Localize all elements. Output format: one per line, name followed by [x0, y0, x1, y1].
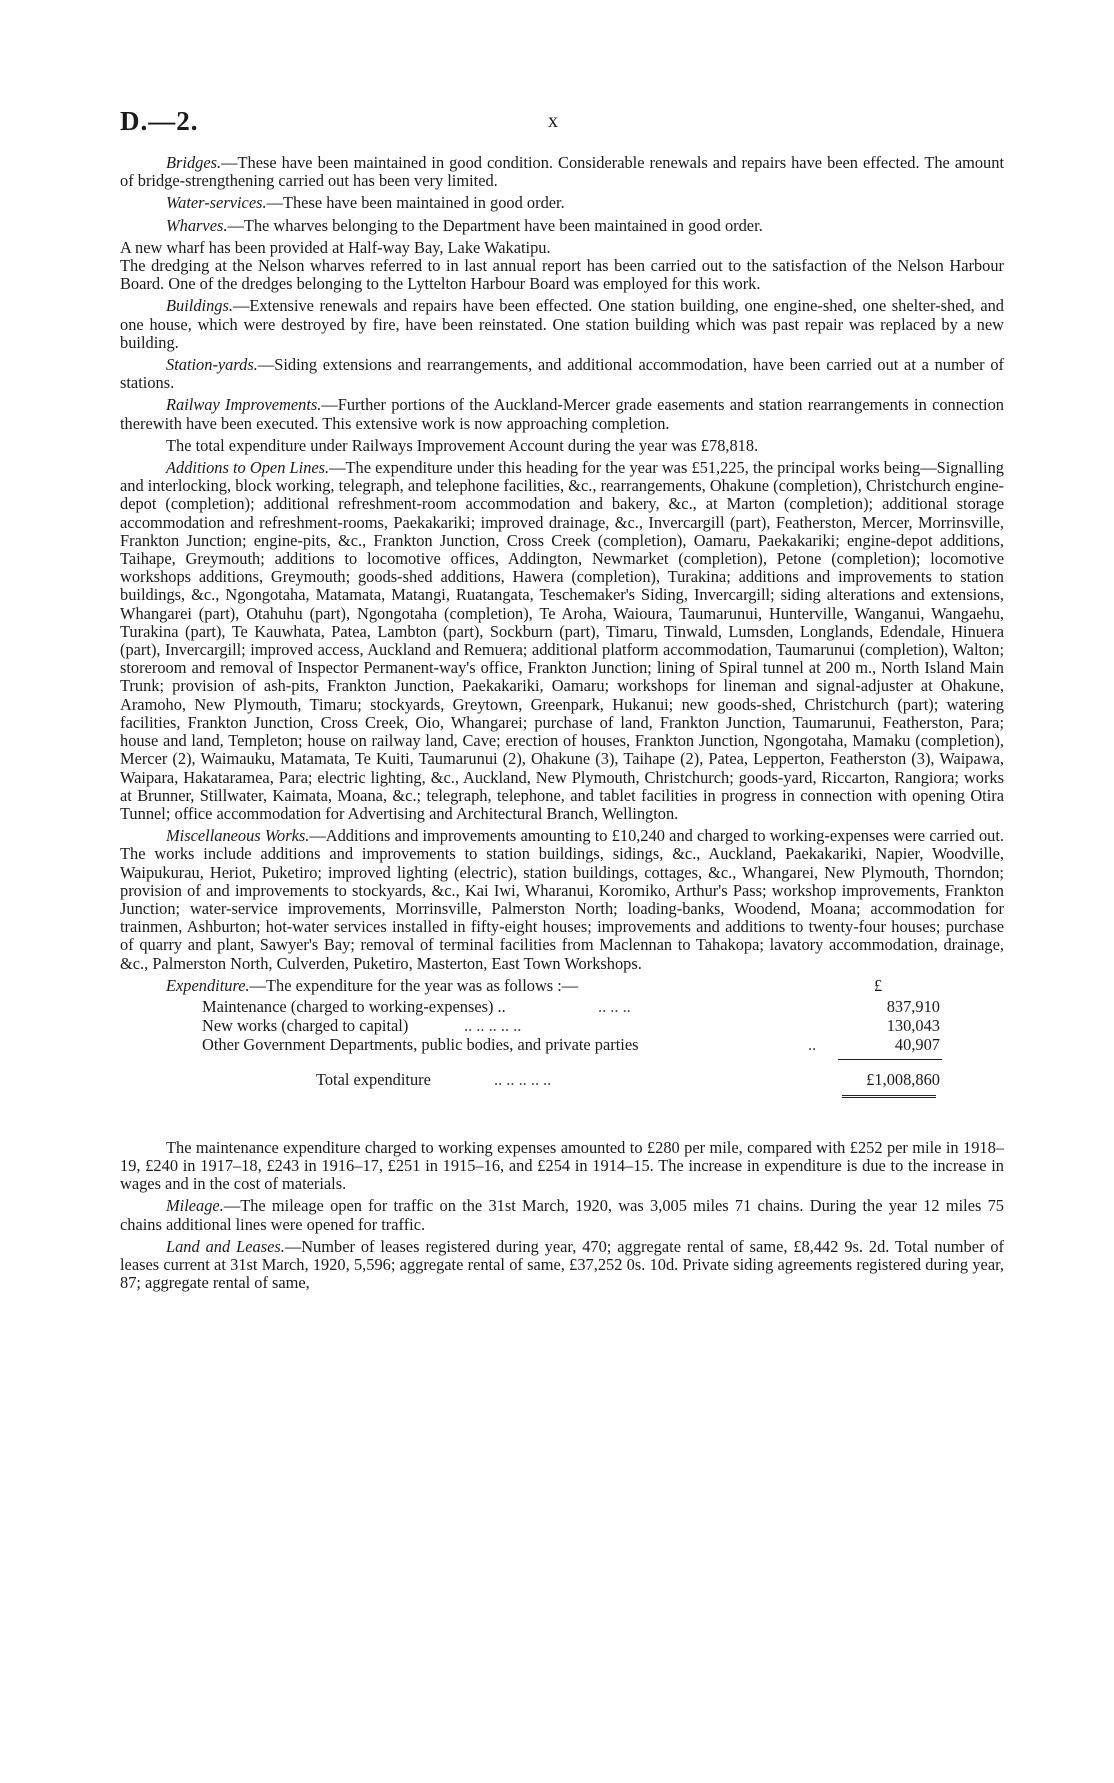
heading-additions: Additions to Open Lines.: [166, 458, 330, 478]
total-amount: £1,008,860: [866, 1069, 940, 1089]
paragraph-dredging: The dredging at the Nelson wharves referred to in last annual report has been carried out to the satisfaction of the Nelson Harbour Board. One of the dredges belonging to the Lyttelton Harbour Board was employed for this work.: [120, 256, 1004, 294]
paragraph-wharves: [120, 217, 1004, 235]
paragraph-miscellaneous: [120, 827, 1004, 973]
paragraph-station-yards: [120, 356, 1004, 392]
paragraph-additions: [120, 459, 1004, 823]
text-wharves: —The wharves belonging to the Department have been maintained in good order.: [227, 215, 763, 235]
expenditure-label: Maintenance (charged to working-expenses) ..: [202, 996, 506, 1016]
heading-railway-improvements: Railway Improvements.: [166, 395, 322, 415]
total-double-rule: [842, 1095, 936, 1098]
heading-station-yards: Station-yards.: [166, 355, 258, 375]
paragraph-water-services: [120, 194, 1004, 212]
expenditure-dots: .. .. ..: [598, 996, 631, 1016]
text-bridges: —These have been maintained in good condition. Considerable renewals and repairs have been effected. The amount of bridge-strengthening carried out has been very limited.: [120, 153, 1004, 191]
heading-wharves: Wharves.: [166, 215, 228, 235]
paragraph-railway-improvements: [120, 396, 1004, 432]
paragraph-total-improvement: The total expenditure under Railways Improvement Account during the year was £78,818.: [166, 435, 759, 455]
paragraph-new-wharf: A new wharf has been provided at Half-way Bay, Lake Wakatipu.: [120, 237, 551, 257]
heading-water-services: Water-services.: [166, 193, 267, 213]
heading-buildings: Buildings.: [166, 296, 233, 316]
expenditure-row: [202, 1017, 1004, 1037]
text-buildings: —Extensive renewals and repairs have been effected. One station building, one engine-shed, one shelter-shed, and one house, which were destroyed by fire, have been reinstated. One station building which was past repair was replaced by a new building.: [120, 296, 1004, 352]
subtotal-rule: [838, 1059, 942, 1060]
text-railway-improvements: —Further portions of the Auckland-Mercer grade easements and station rearrangements in connection therewith have been executed. This extensive work is now approaching completion.: [120, 395, 1004, 433]
expenditure-intro: [166, 977, 578, 995]
document-body: [120, 154, 1004, 1296]
text-additions: —The expenditure under this heading for the year was £51,225, the principal works being—Signalling and interlocking, block working, telegraph, and telephone facilities, &c., rearrangements, Ohakune (completion), Christchurch engine-depot (completion); additional refreshment-room accommodation and bakery, &c., at Marton (completion); additional storage accommodation and refreshment-rooms, Paekakariki; improved drainage, &c., Invercargill (part), Featherston, Mercer, Morrinsville, Frankton Junction; engine-pits, &c., Frankton Junction, Cross Creek (completion), Oamaru, Paekakariki; engine-depot additions, Taihape, Greymouth; additions to locomotive offices, Addington, Newmarket (completion), Petone (completion); locomotive workshops additions, Greymouth; goods-shed additions, Hawera (completion), Turakina; additions and improvements to station buildings, &c., Ngongotaha, Matamata, Matangi, Ruatangata, Teschemaker's Siding, Invercargill; siding alterations and extensions, Whangarei (part), Otahuhu (part), Ngongotaha (completion), Te Aroha, Waioura, Taumarunui, Hunterville, Wanganui, Wangaehu, Turakina (part), Te Kauwhata, Patea, Lambton (part), Sockburn (part), Timaru, Tinwald, Lumsden, Longlands, Edendale, Hinuera (part), Invercargill; improved access, Auckland and Remuera; additional platform accommodation, Taumarunui (completion), Walton; storeroom and removal of Inspector Permanent-way's office, Frankton Junction; lining of Spiral tunnel at 200 m., North Island Main Trunk; provision of ash-pits, Frankton Junction, Paekakariki, Oamaru; workshops for lineman and signal-adjuster at Ohakune, Aramoho, New Plymouth, Timaru; stockyards, Greytown, Greenpark, Hukanui; new goods-shed, Christchurch (part); watering facilities, Frankton Junction, Cross Creek, Oio, Whangarei; purchase of land, Frankton Junction, Taumarunui, Featherston, Para; house and land, Templeton; house on railway land, Cave; erection of houses, Frankton Junction, Ngongotaha, Mamaku (completion), Mercer (2), Waimauku, Matamata, Te Kuiti, Taumarunui (2), Ohakune (3), Taihape (2), Patea, Lepperton, Featherston (3), Waipawa, Waipara, Hakataramea, Para; electric lighting, &c., Auckland, New Plymouth, Christchurch; goods-yard, Riccarton, Rangiora; works at Brunner, Stillwater, Kaimata, Moana, &c.; telegraph, telephone, and tablet facilities in progress in connection with opening Otira Tunnel; office accommodation for Advertising and Architectural Branch, Wellington.: [120, 458, 1004, 823]
page-number: x: [548, 110, 558, 132]
expenditure-amount: 40,907: [894, 1034, 940, 1054]
document-reference: D.—2.: [120, 106, 199, 136]
expenditure-amount: 130,043: [886, 1015, 940, 1035]
text-expenditure-intro: —The expenditure for the year was as follows :—: [249, 975, 579, 995]
paragraph-maintenance-cost: The maintenance expenditure charged to working expenses amounted to £280 per mile, compared with £252 per mile in 1918–19, £240 in 1917–18, £243 in 1916–17, £251 in 1915–16, and £254 in 1914–15. The increase in expenditure is due to the increase in wages and in the cost of materials.: [120, 1137, 1004, 1194]
expenditure-row: [202, 998, 1004, 1018]
page-header: [0, 106, 1114, 136]
text-land-leases: —Number of leases registered during year, 470; aggregate rental of same, £8,442 9s. 2d. Total number of leases current at 31st March, 1920, 5,596; aggregate rental of same, £37,252 0s. 10d. Private siding agreements registered during year, 87; aggregate rental of same,: [120, 1236, 1004, 1293]
text-miscellaneous: —Additions and improvements amounting to £10,240 and charged to working-expenses were carried out. The works include additions and improvements to station buildings, sidings, &c., Auckland, Paekakariki, Napier, Woodville, Waipukurau, Heriot, Puketiro; improved lighting (electric), station buildings, cottages, &c., Whangarei, New Plymouth, Thorndon; provision of and improvements to stockyards, &c., Kai Iwi, Wharanui, Koromiko, Arthur's Pass; workshop improvements, Frankton Junction; water-service improvements, Morrinsville, Palmerston North; loading-banks, Woodend, Moana; accommodation for trainmen, Ashburton; hot-water services installed in fifty-eight houses; improvements and additions to twenty-four houses; purchase of quarry and plant, Sawyer's Bay; removal of terminal facilities from Maclennan to Tahakopa; lavatory accommodation, drainage, &c., Palmerston North, Culverden, Puketiro, Masterton, East Town Workshops.: [120, 826, 1004, 973]
heading-land-leases: Land and Leases.: [166, 1236, 285, 1256]
heading-bridges: Bridges.: [166, 153, 222, 172]
total-dots: .. .. .. .. ..: [494, 1069, 552, 1089]
currency-symbol: £: [874, 975, 883, 995]
heading-mileage: Mileage.: [166, 1196, 224, 1216]
text-station-yards: —Siding extensions and rearrangements, and additional accommodation, have been carried out at a number of stations.: [120, 355, 1004, 393]
heading-miscellaneous: Miscellaneous Works.: [166, 826, 310, 846]
paragraph-bridges: [120, 154, 1004, 190]
paragraph-mileage: [120, 1197, 1004, 1233]
heading-expenditure: Expenditure.: [166, 975, 250, 995]
paragraph-land-leases: [120, 1238, 1004, 1293]
paragraph-buildings: [120, 297, 1004, 352]
expenditure-label: New works (charged to capital): [202, 1015, 409, 1035]
expenditure-table: [120, 977, 1004, 1125]
expenditure-dots: .. .. .. .. ..: [464, 1015, 522, 1035]
text-mileage: —The mileage open for traffic on the 31st March, 1920, was 3,005 miles 71 chains. During the year 12 miles 75 chains additional lines were opened for traffic.: [120, 1196, 1004, 1234]
total-label: Total expenditure: [316, 1069, 431, 1089]
expenditure-row: [202, 1036, 1004, 1056]
expenditure-amount: 837,910: [886, 996, 940, 1016]
text-water-services: —These have been maintained in good order.: [266, 193, 565, 213]
expenditure-total-row: [202, 1071, 1004, 1091]
expenditure-label: Other Government Departments, public bodies, and private parties: [202, 1034, 639, 1054]
expenditure-dots: ..: [808, 1034, 817, 1054]
